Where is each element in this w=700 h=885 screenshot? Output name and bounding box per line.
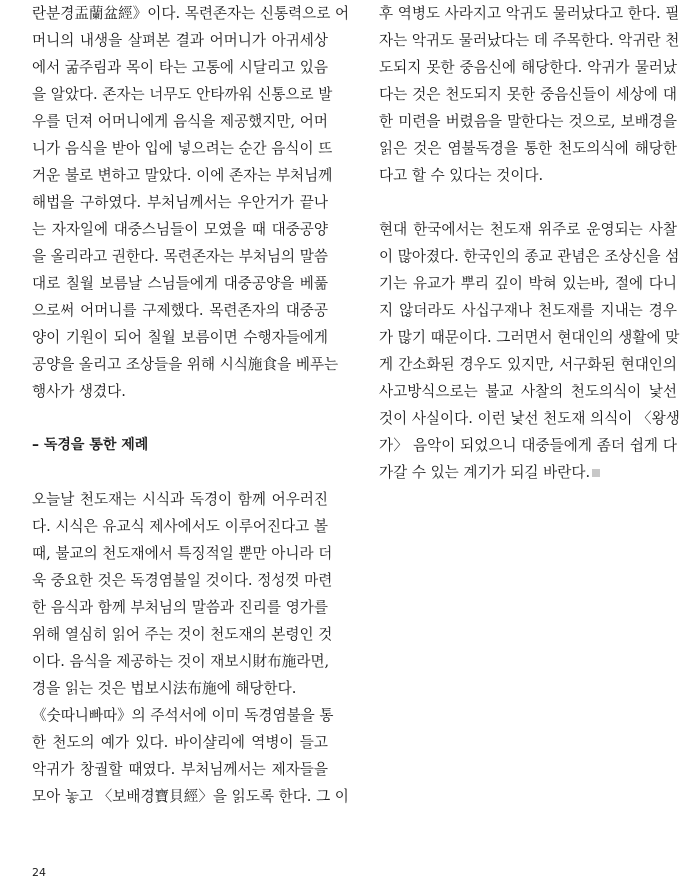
text-line: 다. 시식은 유교식 제사에서도 이루어진다고 볼 [32, 518, 328, 535]
left-column [32, 0, 350, 810]
text-line: 욱 중요한 것은 독경염불일 것이다. 정성껏 마련 [32, 572, 333, 589]
paragraph-gap [32, 459, 328, 486]
text-line: 으로써 어머니를 구제했다. 목련존자의 대중공 [32, 302, 328, 319]
text-line: 《숫따니빠따》의 주석서에 이미 독경염불을 통 [32, 707, 334, 724]
text-line: 것이 사실이다. 이런 낯선 천도재 의식이 〈왕생 [379, 410, 680, 427]
text-line: 사고방식으로는 불교 사찰의 천도의식이 낯선 [379, 383, 677, 400]
section-subheading: – 독경을 통한 제례 [32, 437, 149, 453]
text-line: 위해 열심히 읽어 주는 것이 천도재의 본령인 것 [32, 626, 333, 643]
text-line: 해법을 구하였다. 부처님께서는 우안거가 끝나 [32, 194, 328, 211]
paragraph-gap [32, 405, 328, 432]
text-line: 악귀가 창궐할 때였다. 부처님께서는 제자들을 [32, 761, 328, 778]
text-line: 자는 악귀도 물러났다는 데 주목한다. 악귀란 천 [379, 32, 680, 49]
text-line: 한 천도의 예가 있다. 바이샬리에 역병이 들고 [32, 734, 328, 751]
text-line: 을 알았다. 존자는 너무도 안타까워 신통으로 발 [32, 86, 333, 103]
text-line: 우를 던져 어머니에게 음식을 제공했지만, 어머 [32, 113, 328, 130]
text-line: 란분경盂蘭盆經》이다. 목련존자는 신통력으로 어 [32, 5, 350, 22]
text-line: 읽은 것은 염불독경을 통한 천도의식에 해당한 [379, 140, 677, 157]
text-line: 경을 읽는 것은 법보시法布施에 해당한다. [32, 680, 297, 697]
text-line: 한 음식과 함께 부처님의 말씀과 진리를 영가를 [32, 599, 328, 616]
text-line: 가〉 음악이 되었으니 대중들에게 좀더 쉽게 다 [379, 437, 677, 454]
page-number: 24 [32, 866, 46, 879]
text-line: 때, 불교의 천도재에서 특징적일 뿐만 아니라 더 [32, 545, 333, 562]
text-line: 지 않더라도 사십구재나 천도재를 지내는 경우 [379, 302, 677, 319]
left-paragraph-1 [32, 0, 350, 405]
text-line: 도되지 못한 중음신에 해당한다. 악귀가 물러났 [379, 59, 677, 76]
text-line: 행사가 생겼다. [32, 383, 126, 400]
text-line: 양이 기원이 되어 칠월 보름이면 수행자들에게 [32, 329, 328, 346]
end-of-article-mark [592, 469, 600, 477]
text-line: 기는 유교가 뿌리 깊이 박혀 있는바, 절에 다니 [379, 275, 677, 292]
right-paragraph-1 [379, 0, 680, 189]
text-line: 에서 굶주림과 목이 타는 고통에 시달리고 있음 [32, 59, 328, 76]
text-line: 후 역병도 사라지고 악귀도 물러났다고 한다. 필 [379, 5, 680, 22]
text-line: 머니의 내생을 살펴본 결과 어머니가 아귀세상 [32, 32, 328, 49]
text-line: 대로 칠월 보름날 스님들에게 대중공양을 베풂 [32, 275, 328, 292]
right-column [379, 0, 680, 486]
right-paragraph-2 [379, 216, 680, 486]
left-paragraph-2 [32, 486, 349, 810]
paragraph-gap [379, 189, 677, 216]
text-line: 게 간소화된 경우도 있지만, 서구화된 현대인의 [379, 356, 677, 373]
text-line: 다는 것은 천도되지 못한 중음신들이 세상에 대 [379, 86, 677, 103]
text-line: 공양을 올리고 조상들을 위해 시식施食을 베푸는 [32, 356, 339, 373]
text-line: 을 올리라고 권한다. 목련존자는 부처님의 말씀 [32, 248, 328, 265]
text-line: 는 자자일에 대중스님들이 모였을 때 대중공양 [32, 221, 328, 238]
text-line: 가 많기 때문이다. 그러면서 현대인의 생활에 맞 [379, 329, 680, 346]
text-line: 거운 불로 변하고 말았다. 이에 존자는 부처님께 [32, 167, 333, 184]
text-line: 한 미련을 버렸음을 말한다는 것으로, 보배경을 [379, 113, 677, 130]
text-line: 모아 놓고 〈보배경寶貝經〉을 읽도록 한다. 그 이 [32, 788, 349, 805]
text-line: 현대 한국에서는 천도재 위주로 운영되는 사찰 [379, 221, 677, 238]
text-line [379, 459, 677, 486]
text-line: 다고 할 수 있다는 것이다. [379, 167, 544, 184]
text-line: 이다. 음식을 제공하는 것이 재보시財布施라면, [32, 653, 330, 670]
text-line: 니가 음식을 받아 입에 넣으려는 순간 음식이 뜨 [32, 140, 333, 157]
text-line: 오늘날 천도재는 시식과 독경이 함께 어우러진 [32, 491, 328, 508]
text-line: 이 많아졌다. 한국인의 종교 관념은 조상신을 섬 [379, 248, 680, 265]
closing-sentence: 가갈 수 있는 계기가 되길 바란다. [379, 464, 591, 481]
